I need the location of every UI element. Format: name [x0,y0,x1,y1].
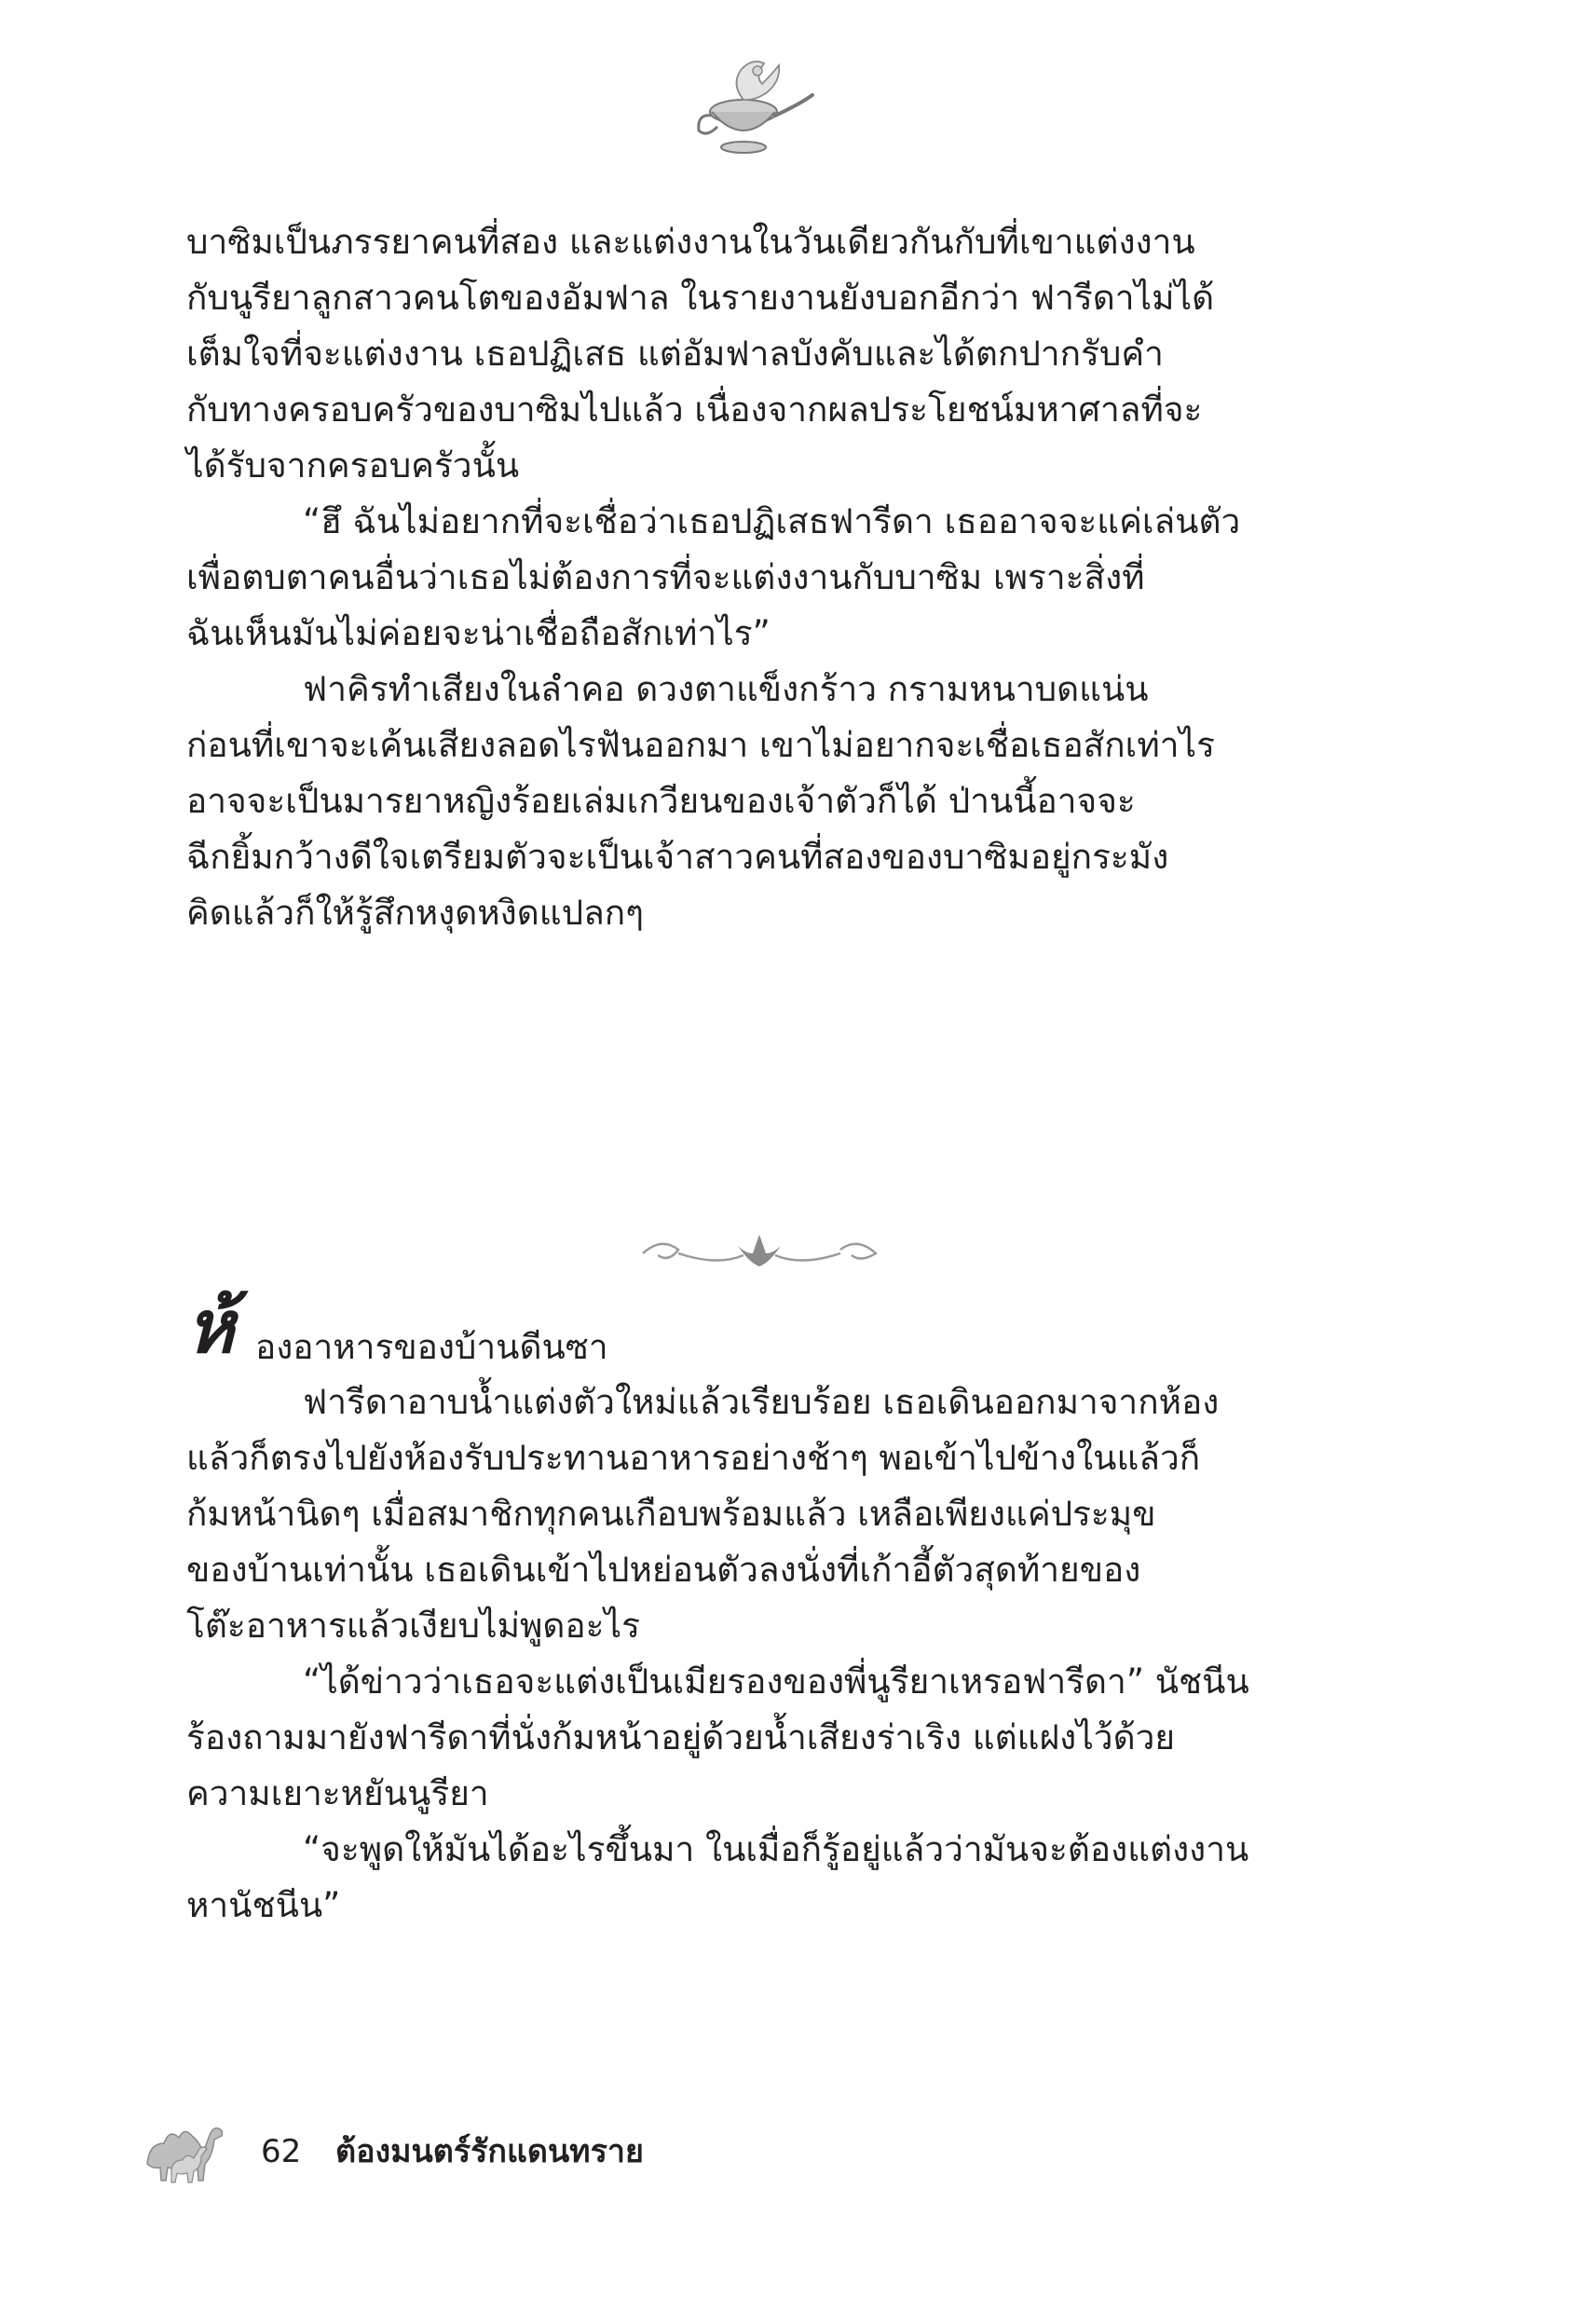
text-line: “ฮึ ฉันไม่อยากที่จะเชื่อว่าเธอปฏิเสธฟารีดา เธออาจจะแค่เล่นตัว [303,501,1241,541]
camel-icon [140,2115,228,2185]
text-line: “ได้ข่าวว่าเธอจะแต่งเป็นเมียรองของพี่นูรียาเหรอฟารีดา” นัชนีน [303,1661,1249,1702]
paragraph [186,1374,1328,1654]
text-line: ก่อนที่เขาจะเค้นเสียงลอดไรฟันออกมา เขาไม่อยากจะเชื่อเธอสักเท่าไร [186,725,1215,765]
text-block-lower [186,1374,1328,1934]
text-line: คิดแล้วก็ให้รู้สึกหงุดหงิดแปลกๆ [186,893,645,933]
text-line: ฟาคิรทำเสียงในลำคอ ดวงตาแข็งกร้าว กรามหนาบดแน่น [303,669,1149,709]
text-line: เพื่อตบตาคนอื่นว่าเธอไม่ต้องการที่จะแต่งงานกับบาซิม เพราะสิ่งที่ [186,557,1145,597]
text-block-upper [186,214,1328,941]
paragraph [186,1654,1328,1822]
scene-heading [186,1281,1328,1374]
text-line: ได้รับจากครอบครัวนั้น [186,445,520,485]
text-line: ก้มหน้านิดๆ เมื่อสมาชิกทุกคนเกือบพร้อมแล้ว เหลือเพียงแค่ประมุข [186,1494,1156,1534]
paragraph [186,662,1328,941]
text-line: อาจจะเป็นมารยาหญิงร้อยเล่มเกวียนของเจ้าตัวก็ได้ ป่านนี้อาจจะ [186,781,1136,821]
text-line: ฉันเห็นมันไม่ค่อยจะน่าเชื่อถือสักเท่าไร” [186,613,771,653]
paragraph [186,1822,1328,1934]
text-line: “จะพูดให้มันได้อะไรขึ้นมา ในเมื่อก็รู้อยู่แล้วว่ามันจะต้องแต่งงาน [303,1829,1249,1869]
text-line: ของบ้านเท่านั้น เธอเดินเข้าไปหย่อนตัวลงนั่งที่เก้าอี้ตัวสุดท้ายของ [186,1550,1141,1590]
page-number: 62 [261,2133,302,2170]
text-line: กับนูรียาลูกสาวคนโตของอัมฟาล ในรายงานยังบอกอีกว่า ฟารีดาไม่ได้ [186,278,1215,318]
floral-divider-icon [634,1225,885,1281]
page-footer [140,2115,792,2190]
text-line: เต็มใจที่จะแต่งงาน เธอปฏิเสธ แต่อัมฟาลบังคับและได้ตกปากรับคำ [186,334,1164,374]
book-title: ต้องมนตร์รักแดนทราย [335,2133,644,2170]
scene-heading-text: องอาหารของบ้านดีนซา [255,1327,608,1367]
paragraph [186,214,1328,494]
text-line: ฟารีดาอาบน้ำแต่งตัวใหม่แล้วเรียบร้อย เธอเดินออกมาจากห้อง [303,1382,1220,1422]
text-line: บาซิมเป็นภรรยาคนที่สอง และแต่งงานในวันเดียวกันกับที่เขาแต่งงาน [186,222,1195,262]
text-line: หานัชนีน” [186,1885,341,1925]
paragraph [186,494,1328,662]
drop-letter: ห้ [186,1286,235,1370]
magic-lamp-icon [689,56,820,158]
text-line: แล้วก็ตรงไปยังห้องรับประทานอาหารอย่างช้าๆ พอเข้าไปข้างในแล้วก็ [186,1438,1201,1478]
text-line: ร้องถามมายังฟารีดาที่นั่งก้มหน้าอยู่ด้วยน้ำเสียงร่าเริง แต่แฝงไว้ด้วย [186,1717,1176,1757]
text-line: โต๊ะอาหารแล้วเงียบไม่พูดอะไร [186,1606,640,1646]
text-line: ฉีกยิ้มกว้างดีใจเตรียมตัวจะเป็นเจ้าสาวคนที่สองของบาซิมอยู่กระมัง [186,837,1169,877]
text-line: ความเยาะหยันนูรียา [186,1773,489,1813]
text-line: กับทางครอบครัวของบาซิมไปแล้ว เนื่องจากผลประโยชน์มหาศาลที่จะ [186,390,1203,430]
